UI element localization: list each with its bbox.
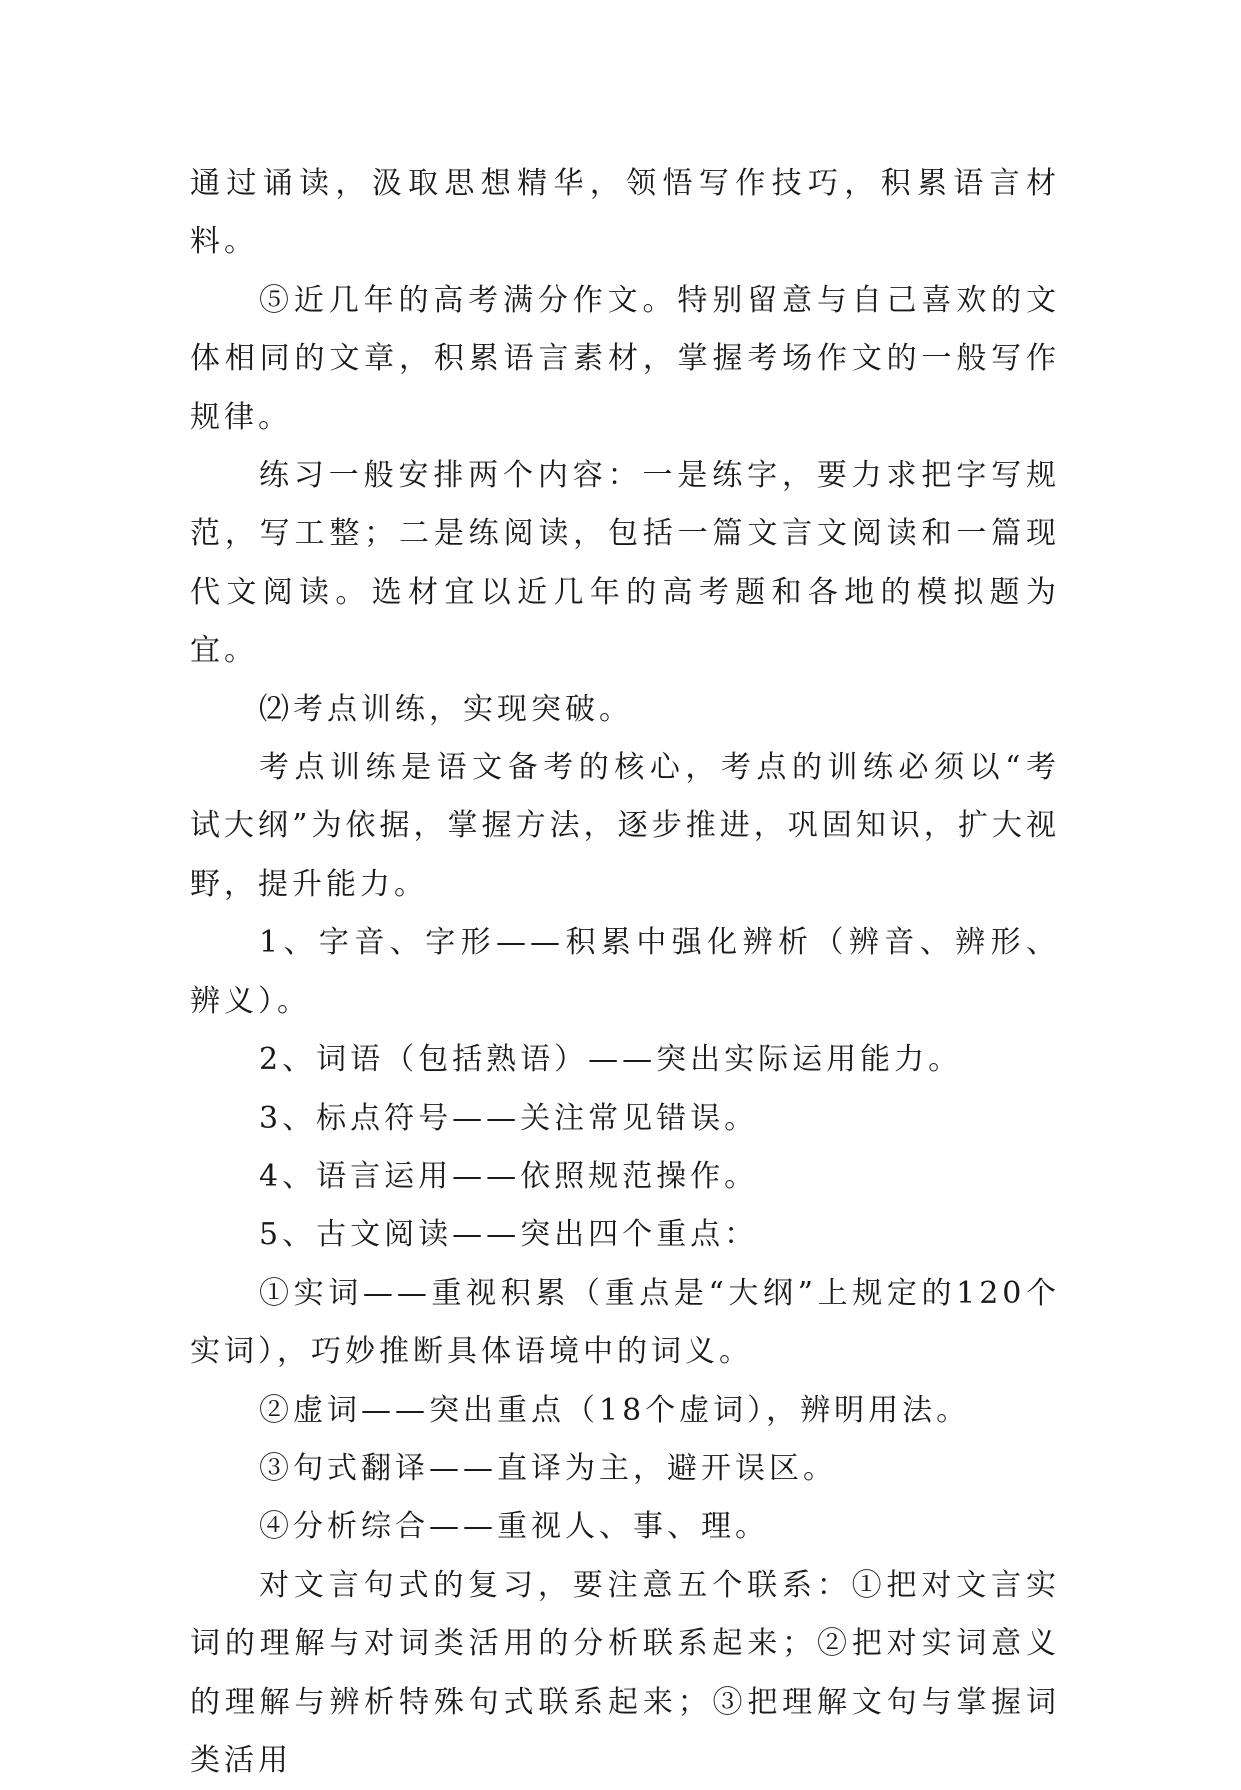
paragraph-sentence-review: 对文言句式的复习，要注意五个联系：①把对文言实词的理解与对词类活用的分析联系起来；②把对实词意义的理解与辨析特殊句式联系起来；③把理解文句与掌握词类活用 (190, 1567, 1060, 1778)
sub-item-function-words: ②虚词——突出重点（18个虚词），辨明用法。 (259, 1392, 971, 1428)
list-item-punctuation: 3、标点符号——关注常见错误。 (259, 1100, 759, 1136)
paragraph-test-point-heading: ⑵考点训练，实现突破。 (259, 691, 633, 727)
list-item-vocabulary: 2、词语（包括熟语）——突出实际运用能力。 (259, 1042, 963, 1078)
document-body (190, 155, 1060, 1790)
paragraph-recitation: 通过诵读，汲取思想精华，领悟写作技巧，积累语言材料。 (190, 166, 1060, 260)
sub-item-content-words: ①实词——重视积累（重点是“大纲”上规定的120个实词），巧妙推断具体语境中的词义。 (190, 1275, 1060, 1370)
list-item-classical-reading: 5、古文阅读——突出四个重点： (259, 1217, 759, 1253)
sub-item-sentence-translation: ③句式翻译——直译为主，避开误区。 (259, 1450, 837, 1486)
sub-item-analysis: ④分析综合——重视人、事、理。 (259, 1509, 769, 1545)
paragraph-practice-content: 练习一般安排两个内容：一是练字，要力求把字写规范，写工整；二是练阅读，包括一篇文言文阅读和一篇现代文阅读。选材宜以近几年的高考题和各地的模拟题为宜。 (190, 458, 1060, 669)
list-item-pronunciation: 1、字音、字形——积累中强化辨析（辨音、辨形、辨义）。 (190, 925, 1060, 1019)
paragraph-full-score-essays: ⑤近几年的高考满分作文。特别留意与自己喜欢的文体相同的文章，积累语言素材，掌握考场作文的一般写作规律。 (190, 282, 1060, 435)
paragraph-test-point-training: 考点训练是语文备考的核心，考点的训练必须以“考试大纲”为依据，掌握方法，逐步推进，巩固知识，扩大视野，提升能力。 (190, 750, 1060, 902)
list-item-language-use: 4、语言运用——依照规范操作。 (259, 1158, 759, 1194)
